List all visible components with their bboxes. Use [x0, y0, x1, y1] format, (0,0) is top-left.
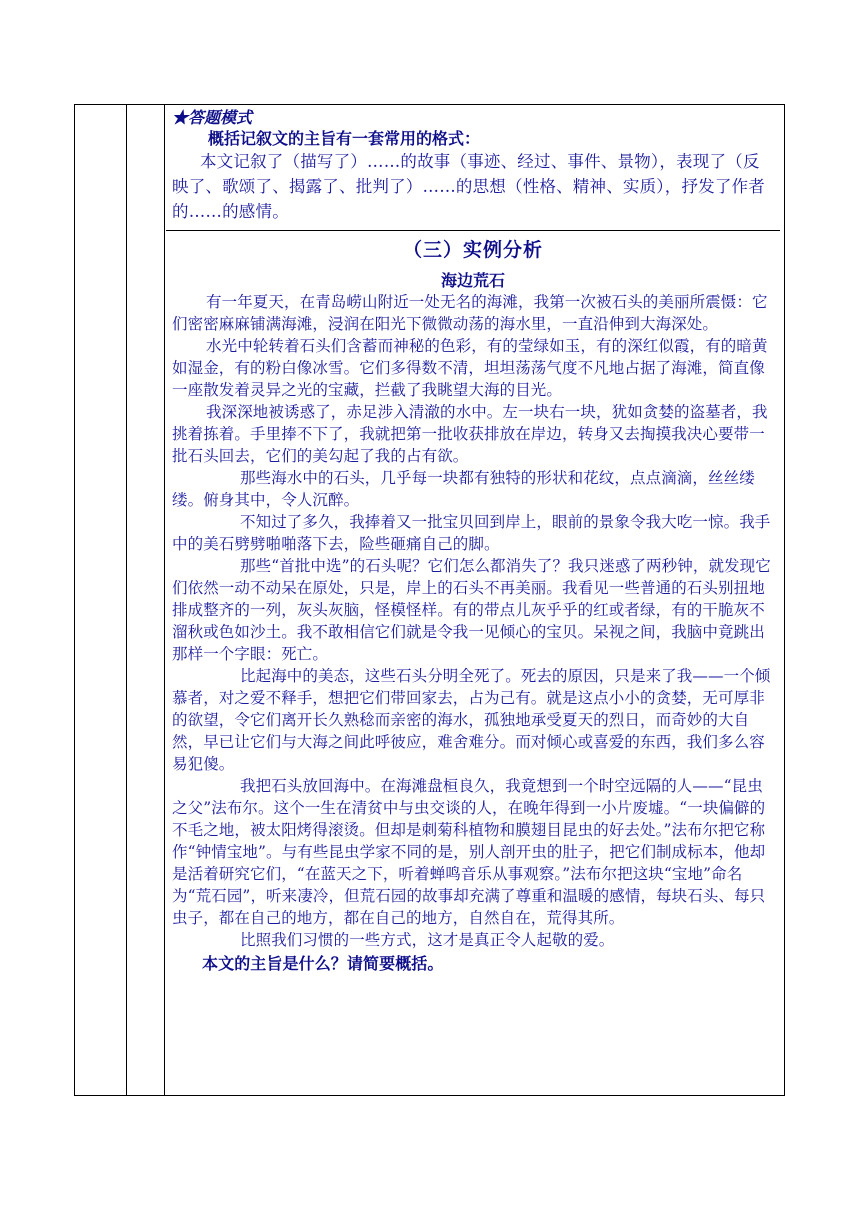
- content-cell: [166, 105, 780, 975]
- essay-paragraph: 有一年夏天，在青岛崂山附近一处无名的海滩，我第一次被石头的美丽所震慑：它们密密麻麻铺满海滩，浸润在阳光下微微动荡的海水里，一直沿伸到大海深处。: [172, 293, 768, 333]
- answer-mode-title: ★答题模式: [172, 108, 253, 127]
- table-frame: [74, 104, 785, 1096]
- question-prompt: 本文的主旨是什么？请简要概括。: [202, 954, 444, 973]
- answer-mode-section: [166, 105, 780, 224]
- answer-mode-intro: 概括记叙文的主旨有一套常用的格式：: [208, 129, 481, 148]
- essay-paragraph: 我深深地被诱惑了，赤足涉入清澈的水中。左一块右一块，犹如贪婪的盗墓者，我挑着拣着。手里捧不下了，我就把第一批收获排放在岸边，转身又去掏摸我决心要带一批石头回去，它们的美勾起了我的占有欲。: [172, 403, 768, 465]
- column-divider-1: [126, 105, 127, 1095]
- essay-body: [166, 291, 780, 975]
- essay-paragraph: 比起海中的美态，这些石头分明全死了。死去的原因，只是来了我——一个倾慕者，对之爱不释手，想把它们带回家去，占为己有。就是这点小小的贪婪，无可厚非的欲望，令它们离开长久熟稔而亲密的海水，孤独地承受夏天的烈日，而奇妙的大自然，早已让它们与大海之间此呼彼应，难舍难分。而对倾心或喜爱的东西，我们多么容易犯傻。: [172, 667, 771, 773]
- answer-mode-formula: 本文记叙了（描写了）……的故事（事迹、经过、事件、景物），表现了（反映了、歌颂了、揭露了、批判了）……的思想（性格、精神、实质），抒发了作者的……的感情。: [172, 152, 765, 221]
- essay-paragraph: 不知过了多久，我捧着又一批宝贝回到岸上，眼前的景象令我大吃一惊。我手中的美石劈劈啪啪落下去，险些砸痛自己的脚。: [172, 513, 771, 553]
- essay-title: 海边荒石: [440, 271, 505, 290]
- essay-paragraph: 那些海水中的石头，几乎每一块都有独特的形状和花纹，点点滴滴，丝丝缕缕。俯身其中，令人沉醉。: [172, 469, 755, 509]
- essay-paragraph: 我把石头放回海中。在海滩盘桓良久，我竟想到一个时空远隔的人——“昆虫之父”法布尔。这个一生在清贫中与虫交谈的人，在晚年得到一小片废墟。“一块偏僻的不毛之地，被太阳烤得滚烫。但却是刺菊科植物和膜翅目昆虫的好去处。”法布尔把它称作“钟情宝地”。与有些昆虫学家不同的是，别人剖开虫的肚子，把它们制成标本，他却是活着研究它们，“在蓝天之下，听着蝉鸣音乐从事观察。”法布尔把这块“宝地”命名为“荒石园”，听来凄冷，但荒石园的故事却充满了尊重和温暖的感情，每块石头、每只虫子，都在自己的地方，都在自己的地方，自然自在，荒得其所。: [172, 777, 766, 927]
- essay-paragraph: 水光中轮转着石头们含蓄而神秘的色彩，有的莹绿如玉，有的深红似霞，有的暗黄如湿金，有的粉白像冰雪。它们多得数不清，坦坦荡荡气度不凡地占据了海滩，简直像一座散发着灵异之光的宝藏，拦截了我眺望大海的目光。: [172, 337, 768, 399]
- column-divider-2: [164, 105, 165, 1095]
- section-title: （三）实例分析: [402, 239, 543, 261]
- section-divider: [166, 230, 780, 231]
- essay-paragraph: 比照我们习惯的一些方式，这才是真正令人起敬的爱。: [240, 931, 615, 949]
- essay-paragraph: 那些“首批中选”的石头呢？它们怎么都消失了？我只迷惑了两秒钟，就发现它们依然一动不动呆在原处，只是，岸上的石头不再美丽。我看见一些普通的石头别扭地排成整齐的一列，灰头灰脑，怪模怪样。有的带点儿灰乎乎的红或者绿，有的干脆灰不溜秋或色如沙土。我不敢相信它们就是令我一见倾心的宝贝。呆视之间，我脑中竟跳出那样一个字眼：死亡。: [172, 557, 771, 663]
